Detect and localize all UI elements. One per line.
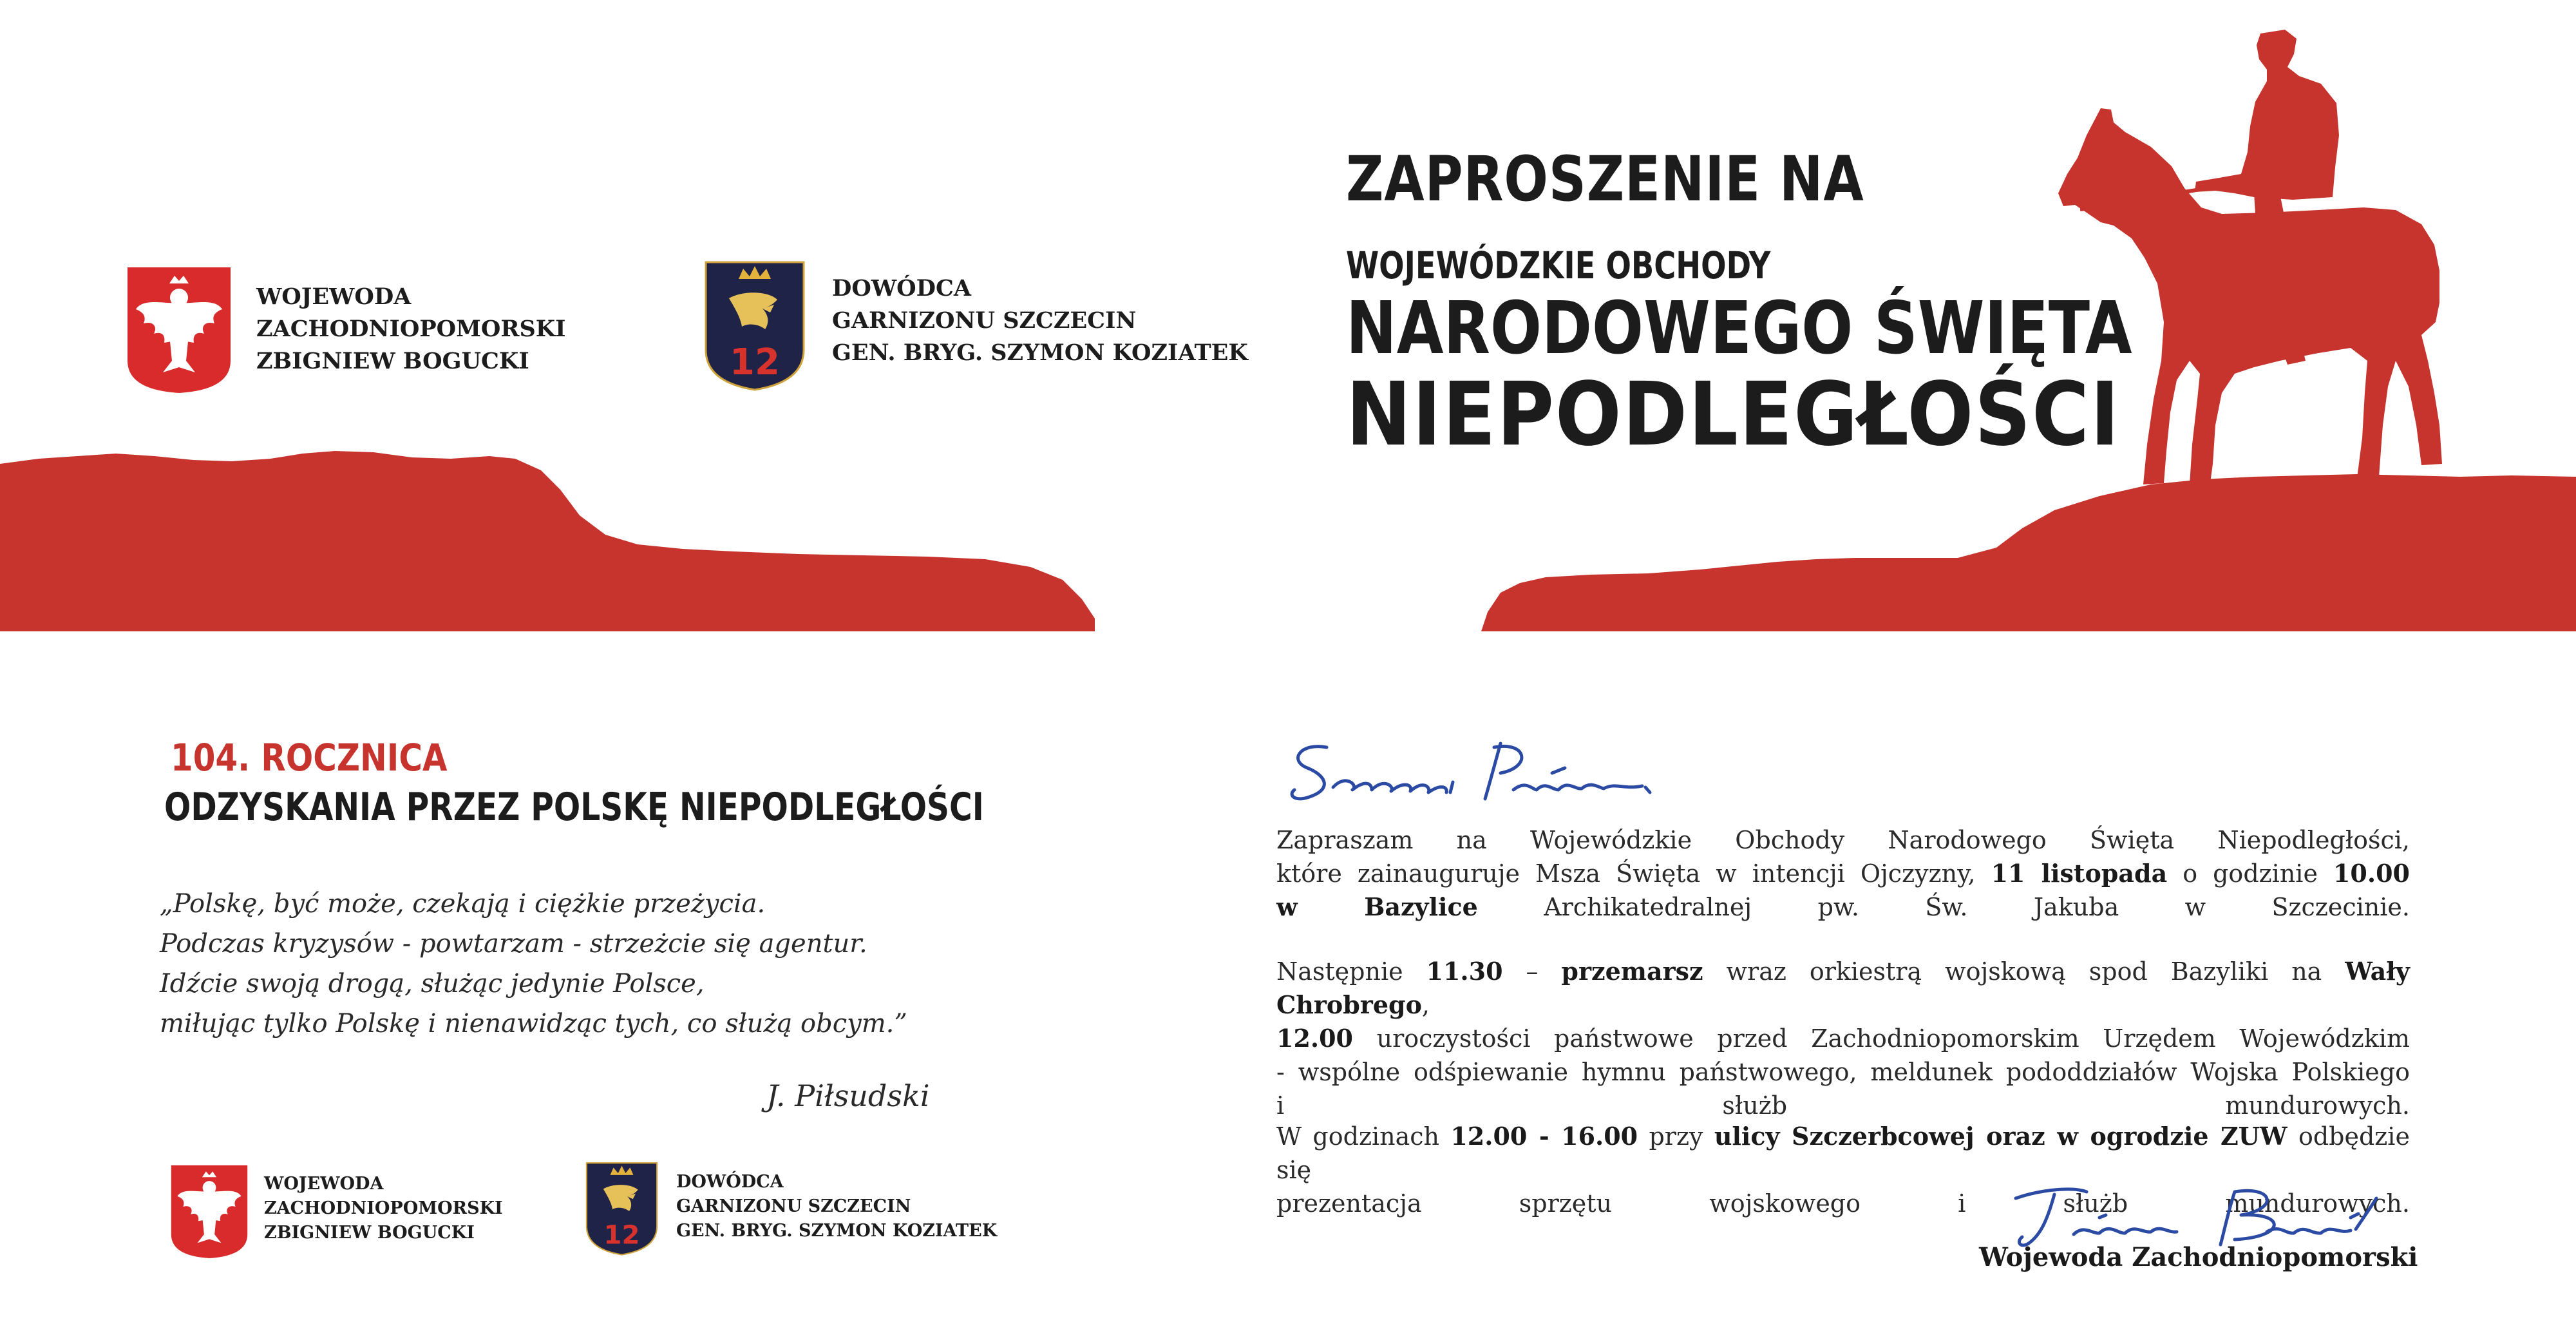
quote-line2: Podczas kryzysów - powtarzam - strzeżcie się agentur.	[160, 929, 867, 959]
footer-shield-number: 12	[603, 1220, 640, 1250]
footer-dowodca-line3: GEN. BRYG. SZYMON KOZIATEK	[676, 1221, 998, 1241]
footer-dowodca-line1: DOWÓDCA	[676, 1172, 784, 1192]
title-line3: NARODOWEGO ŚWIĘTA	[1346, 287, 2132, 370]
footer-garrison-12-shield-icon	[585, 1161, 659, 1256]
quote-line3: Idźcie swoją drogą, służąc jedynie Polsce,	[160, 969, 705, 999]
anniversary-line2: ODZYSKANIA PRZEZ POLSKĘ NIEPODLEGŁOŚCI	[164, 785, 984, 830]
pilsudski-quote	[160, 884, 907, 1044]
anniversary-line1: 104. ROCZNICA	[171, 736, 448, 780]
wojewoda-line2: ZACHODNIOPOMORSKI	[256, 316, 566, 342]
letter-paragraph-1	[1276, 823, 2410, 924]
title-line2: WOJEWÓDZKIE OBCHODY	[1346, 244, 1771, 287]
signer-title: Wojewoda Zachodniopomorski	[1979, 1242, 2418, 1272]
title-line4: NIEPODLEGŁOŚCI	[1346, 364, 2121, 466]
polish-eagle-icon	[124, 264, 234, 393]
quote-line1: „Polskę, być może, czekają i ciężkie przeżycia.	[160, 889, 766, 919]
p2-line4: i służb mundurowych.	[1276, 1091, 2410, 1120]
p1-date: 11 listopada	[1991, 859, 2168, 888]
p2-line3: - wspólne odśpiewanie hymnu państwowego, meldunek pododdziałów Wojska Polskiego	[1276, 1058, 2410, 1086]
p1-line3: w Bazylice Archikatedralnej pw. Św. Jakuba w Szczecinie.	[1276, 892, 2410, 921]
quote-author: J. Piłsudski	[766, 1078, 930, 1113]
p1-time: 10.00	[2333, 859, 2410, 888]
dowodca-line2: GARNIZONU SZCZECIN	[832, 307, 1137, 334]
p1-line2: które zainauguruje Msza Święta w intencji Ojczyzny, 11 listopada o godzinie 10.00	[1276, 859, 2410, 888]
shield-number: 12	[730, 341, 780, 383]
footer-dowodca-line2: GARNIZONU SZCZECIN	[676, 1196, 911, 1216]
dowodca-line1: DOWÓDCA	[832, 275, 971, 302]
garrison-12-shield-icon	[703, 260, 806, 392]
dowodca-line3: GEN. BRYG. SZYMON KOZIATEK	[832, 340, 1248, 366]
quote-line4: miłując tylko Polskę i nienawidząc tych, co służą obcym.”	[160, 1009, 907, 1039]
p2-line1: Następnie 11.30 – przemarsz wraz orkiestrą wojskową spod Bazyliki na Wały Chrobrego,	[1276, 957, 2410, 1019]
wojewoda-line3: ZBIGNIEW BOGUCKI	[256, 348, 529, 374]
p1-line1: Zapraszam na Wojewódzkie Obchody Narodowego Święta Niepodległości,	[1276, 826, 2410, 854]
footer-wojewoda-line3: ZBIGNIEW BOGUCKI	[264, 1223, 475, 1243]
footer-wojewoda-line1: WOJEWODA	[264, 1174, 384, 1194]
salutation-handwriting	[1282, 728, 1662, 812]
letter-paragraph-2	[1276, 955, 2410, 1122]
wojewoda-line1: WOJEWODA	[256, 283, 412, 310]
p3-line1: W godzinach 12.00 - 16.00 przy ulicy Szczerbcowej oraz w ogrodzie ZUW odbędzie się	[1276, 1122, 2410, 1184]
footer-wojewoda-line2: ZACHODNIOPOMORSKI	[264, 1198, 503, 1218]
p2-line2: 12.00 uroczystości państwowe przed Zachodniopomorskim Urzędem Wojewódzkim	[1276, 1024, 2410, 1053]
p3-line2: prezentacja sprzętu wojskowego i służb mundurowych.	[1276, 1189, 2410, 1218]
footer-polish-eagle-icon	[169, 1163, 250, 1258]
title-line1: ZAPROSZENIE NA	[1346, 143, 1864, 215]
